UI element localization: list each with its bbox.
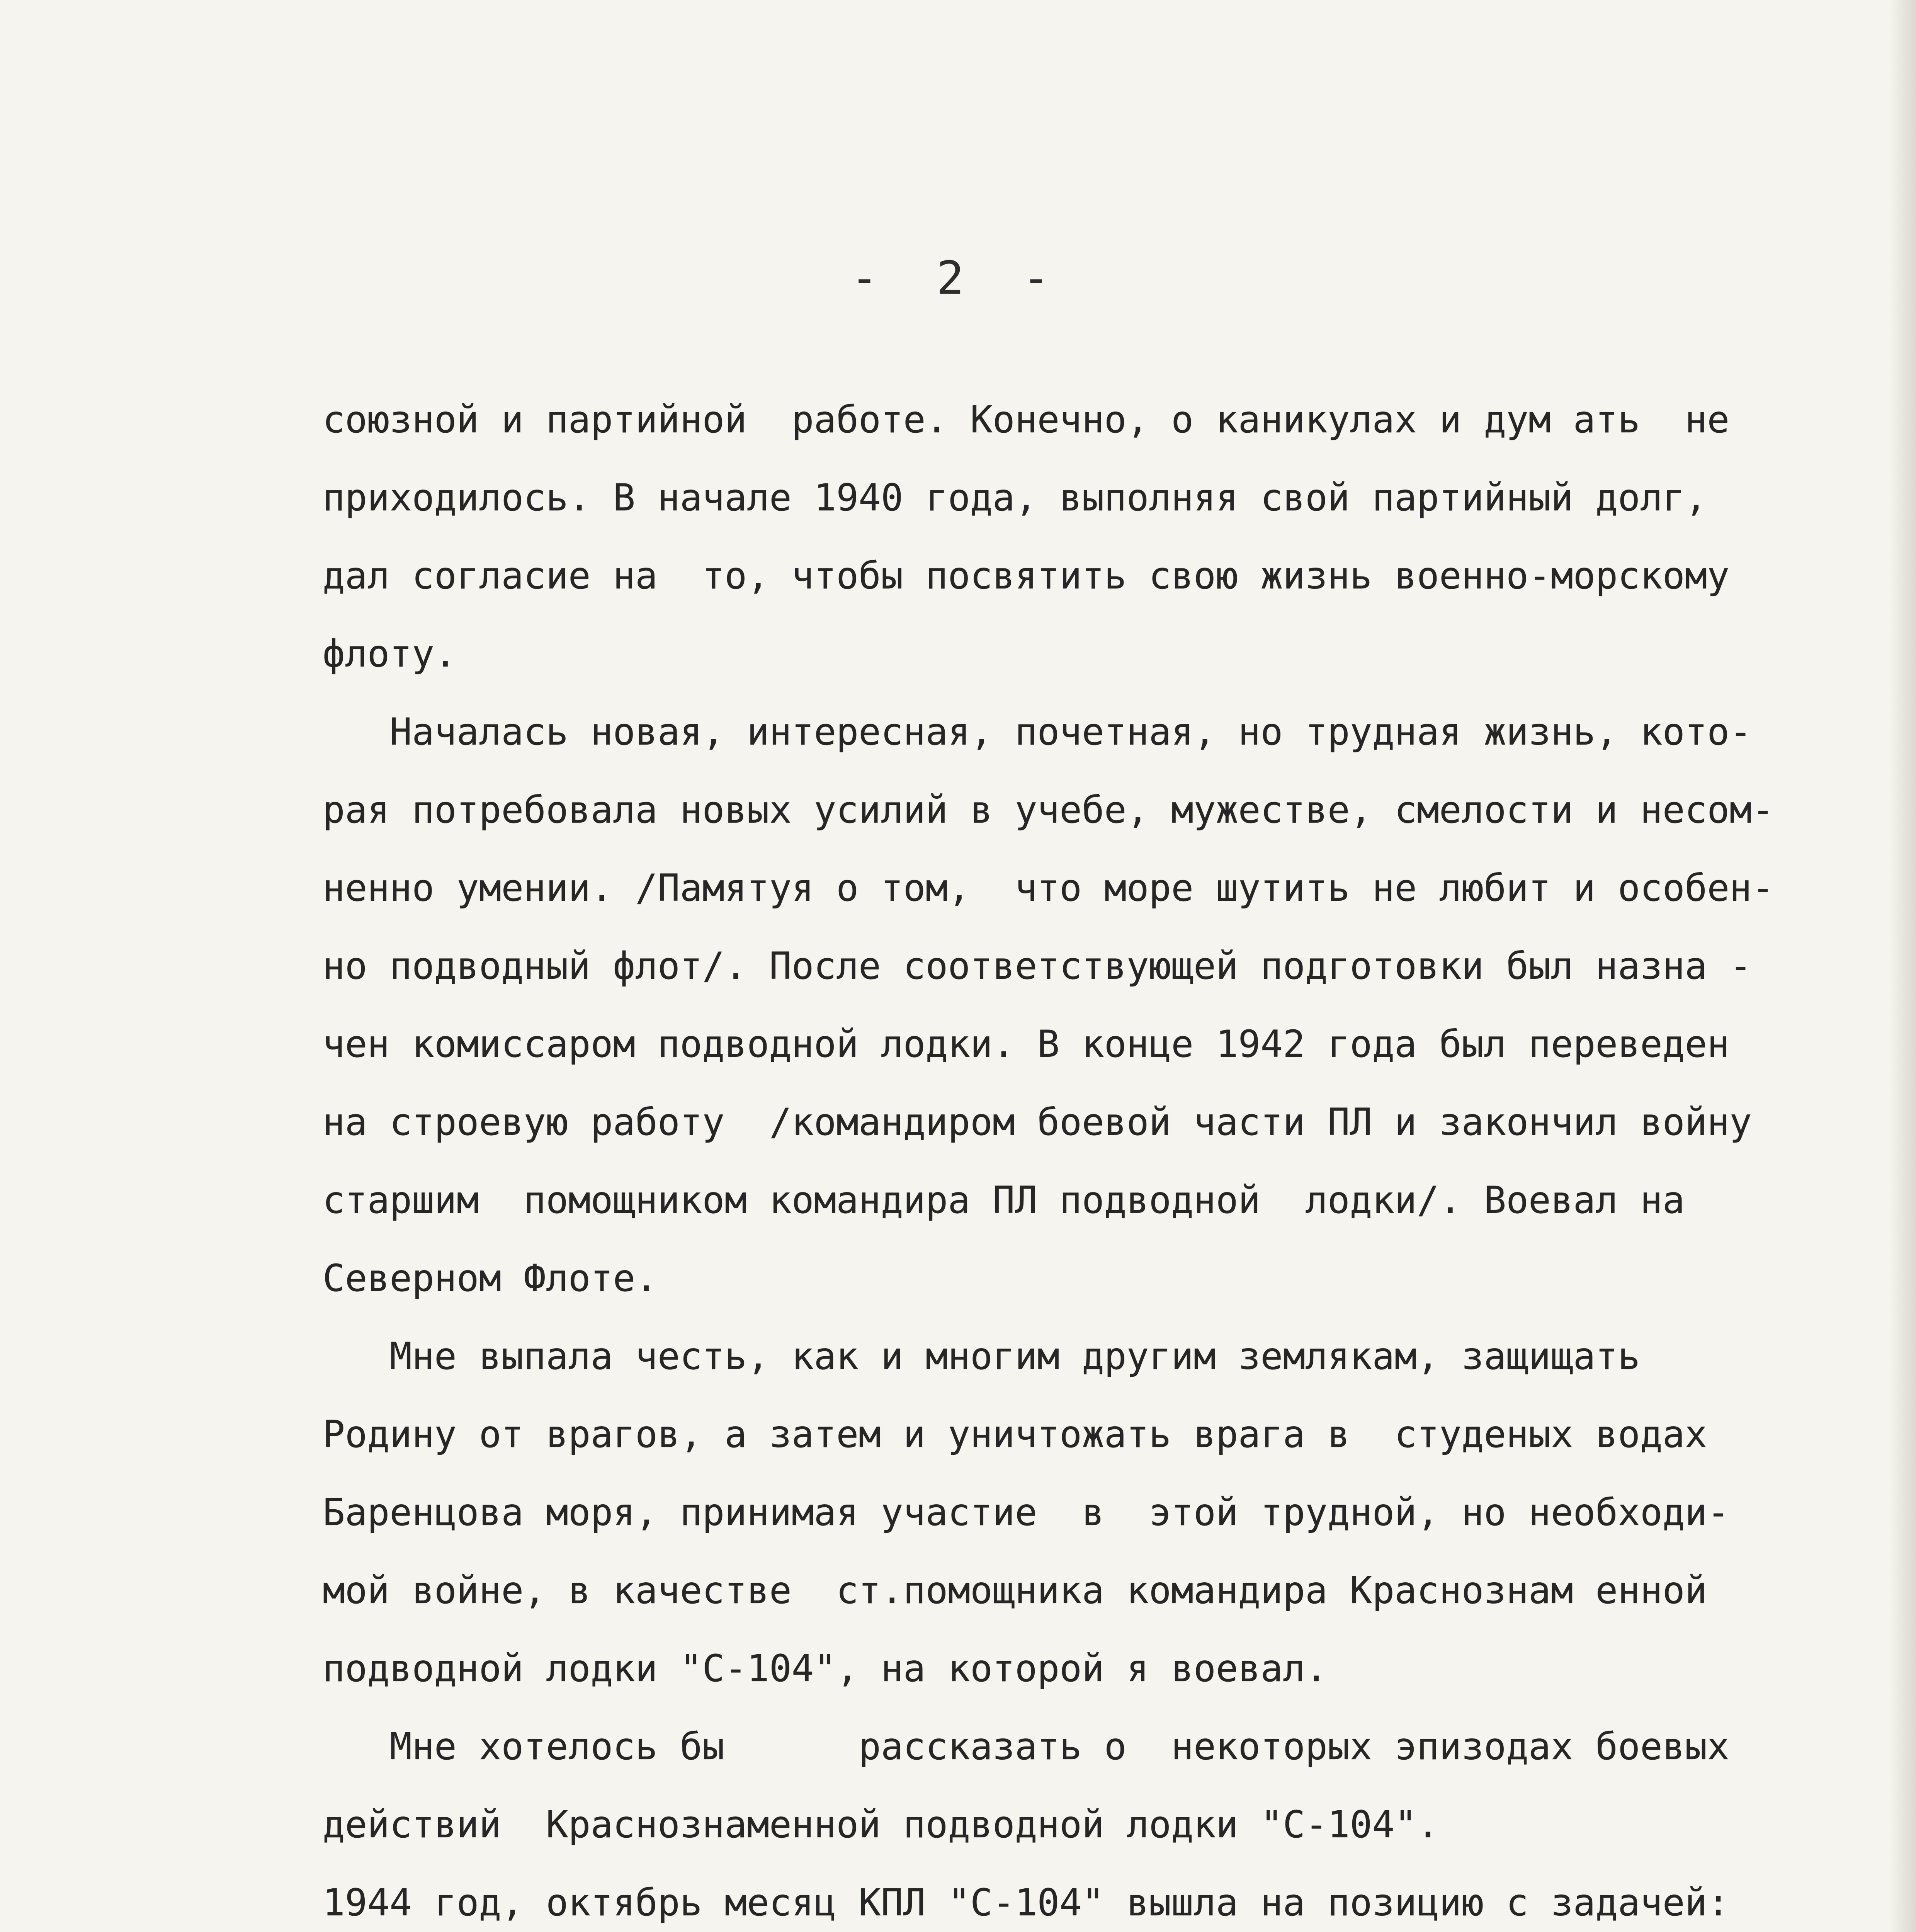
text-line: приходилось. В начале 1940 года, выполняя свой партийный долг,: [323, 476, 1707, 519]
text-line: действий Краснознаменной подводной лодки "С-104".: [323, 1803, 1439, 1846]
body-text: [323, 381, 1864, 1932]
text-line: союзной и партийной работе. Конечно, о каникулах и дум ать не: [323, 398, 1730, 441]
text-line: Баренцова моря, принимая участие в этой трудной, но необходи-: [323, 1491, 1730, 1534]
text-line: Мне хотелось бы рассказать о некоторых эпизодах боевых: [323, 1725, 1730, 1768]
text-line: старшим помощником командира ПЛ подводной лодки/. Воевал на: [323, 1179, 1685, 1222]
text-line: мой войне, в качестве ст.помощника командира Краснознам енной: [323, 1569, 1707, 1612]
text-line: Родину от врагов, а затем и уничтожать врага в студеных водах: [323, 1413, 1707, 1456]
text-line: Мне выпала честь, как и многим другим землякам, защищать: [323, 1335, 1641, 1378]
text-line: дал согласие на то, чтобы посвятить свою жизнь военно-морскому: [323, 554, 1730, 597]
text-line: на строевую работу /командиром боевой части ПЛ и закончил войну: [323, 1100, 1752, 1144]
text-line: чен комиссаром подводной лодки. В конце 1942 года был переведен: [323, 1022, 1730, 1066]
text-line: Северном Флоте.: [323, 1257, 658, 1300]
text-line: рая потребовала новых усилий в учебе, мужестве, смелости и несом-: [323, 788, 1774, 832]
text-line: флоту.: [323, 632, 457, 675]
page-number: - 2 -: [850, 251, 1066, 304]
text-line: но подводный флот/. После соответствующей подготовки был назна -: [323, 944, 1752, 988]
text-line: ненно умении. /Памятуя о том, что море шутить не любит и особен-: [323, 866, 1774, 910]
text-line: 1944 год, октябрь месяц КПЛ "С-104" вышла на позицию с задачей:: [323, 1881, 1730, 1924]
text-line: Началась новая, интересная, почетная, но трудная жизнь, кото-: [323, 710, 1752, 753]
text-line: подводной лодки "С-104", на которой я воевал.: [323, 1647, 1328, 1690]
